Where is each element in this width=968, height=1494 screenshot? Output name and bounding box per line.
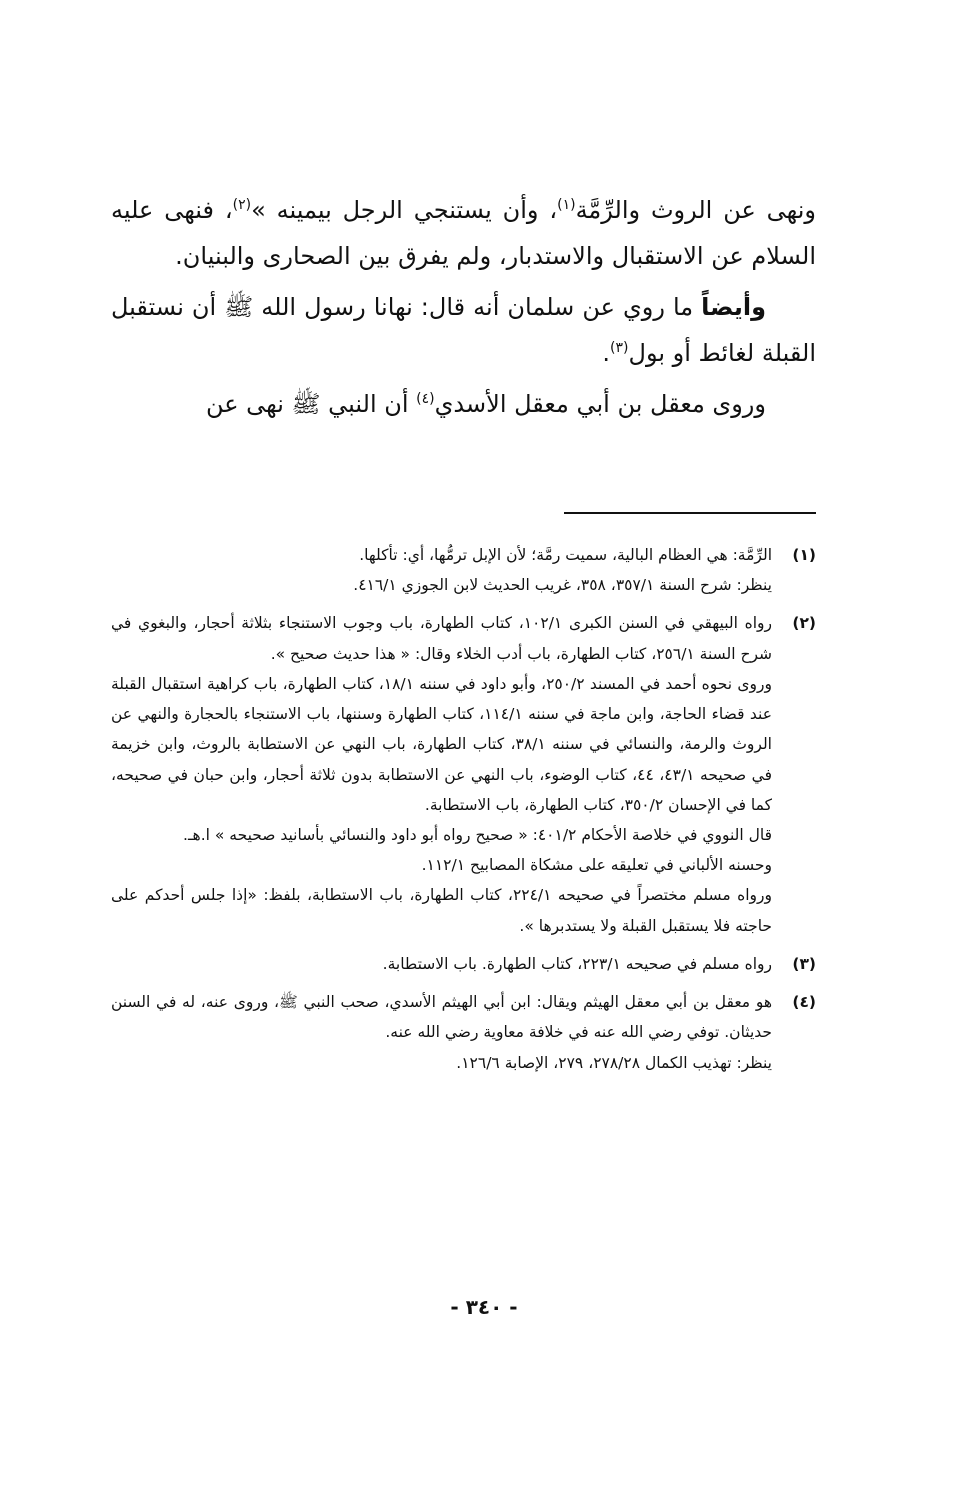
- footnote-number: (٣): [792, 954, 816, 973]
- paragraph-1-part-a: ونهى عن الروث والرِّمَّة: [575, 196, 816, 224]
- footnote-4: [111, 987, 816, 1078]
- footnote-body: [111, 608, 772, 940]
- paragraph-3: [111, 382, 816, 428]
- footnote-line: ينظر: شرح السنة ٣٥٧/١، ٣٥٨، غريب الحديث لابن الجوزي ٤١٦/١.: [353, 576, 772, 595]
- footnote-2: [111, 608, 816, 940]
- paragraph-2-text: ما روي عن سلمان أنه قال: نهانا رسول الله ﷺ أن نستقبل القبلة لغائط أو بول: [111, 293, 816, 367]
- footnote-number: (٤): [792, 993, 816, 1012]
- footnote-line: وروى نحوه أحمد في المسند ٢٥٠/٢، وأبو داود في سننه ١٨/١، كتاب الطهارة، باب كراهية استقبال القبلة عند قضاء الحاجة، وابن ماجة في سننه ١١٤/١، كتاب الطهارة وسننها، باب الاستنجاء بالحجارة والنهي عن الروث والرمة، والنسائي في سننه ٣٨/١، كتاب الطهارة، باب النهي عن الاستطابة بالروث، وابن خزيمة في صحيحه ٤٣/١، ٤٤، كتاب الوضوء، باب النهي عن الاستطابة بدون ثلاثة أحجار، وابن حبان في صحيحه، كما في الإحسان ٣٥٠/٢، كتاب الطهارة، باب الاستطابة.: [111, 674, 772, 814]
- paragraph-1-part-c: ، فنهى عليه السلام عن الاستقبال والاستدبار، ولم يفرق بين الصحارى والبنيان.: [111, 196, 816, 270]
- footnote-body: [111, 540, 772, 600]
- footnote-line: رواه البيهقي في السنن الكبرى ١٠٢/١، كتاب الطهارة، باب وجوب الاستنجاء بثلاثة أحجار، والبغوي في شرح السنة ٢٥٦/١، كتاب الطهارة، باب أدب الخلاء وقال: « هذا حديث صحيح ».: [111, 614, 772, 663]
- footnote-body: [111, 949, 772, 979]
- footnote-ref-3[interactable]: (٣): [610, 339, 629, 356]
- page-number: - ٣٤٠ -: [450, 1295, 518, 1319]
- footnote-number: (١): [792, 546, 816, 564]
- paragraph-3-part-a: وروى معقل بن أبي معقل الأسدي: [434, 390, 766, 419]
- footnote-line: رواه مسلم في صحيحه ٢٢٣/١، كتاب الطهارة. باب الاستطابة.: [382, 954, 772, 973]
- footnote-line: هو معقل بن أبي معقل الهيثم ويقال: ابن أبي الهيثم الأسدي، صحب النبي ﷺ، وروى عنه، له في السنن حديثان. توفي رضي الله عنه في خلافة معاوية رضي الله عنه.: [111, 993, 772, 1042]
- footnote-ref-1[interactable]: (١): [557, 197, 576, 213]
- paragraph-2-lead: وأيضاً: [701, 293, 766, 322]
- footnotes: [111, 540, 816, 1086]
- footnote-line: ورواه مسلم مختصراً في صحيحه ٢٢٤/١، كتاب الطهارة، باب الاستطابة، بلفظ: «إذا جلس أحدكم على حاجته فلا يستقبل القبلة ولا يستدبرها ».: [111, 886, 772, 935]
- paragraph-2-end: .: [602, 338, 611, 367]
- main-text: [111, 188, 816, 434]
- footnote-line: وحسنه الألباني في تعليقه على مشكاة المصابيح ١١٢/١.: [421, 856, 772, 875]
- footnote-ref-2[interactable]: (٢): [232, 197, 252, 213]
- paragraph-1-part-b: ، وأن يستنجي الرجل بيمينه »: [251, 196, 558, 224]
- footnote-separator: [564, 512, 816, 514]
- footnote-1: [111, 540, 816, 600]
- footnote-number: (٢): [792, 614, 816, 633]
- paragraph-2: [111, 285, 816, 376]
- paragraph-3-part-b: أن النبي ﷺ نهى عن: [205, 390, 417, 419]
- footnote-ref-4[interactable]: (٤): [416, 391, 435, 408]
- paragraph-1: [111, 188, 816, 279]
- footnote-line: قال النووي في خلاصة الأحكام ٤٠١/٢: « صحيح رواه أبو داود والنسائي بأسانيد صحيحه » ا.هـ.: [183, 825, 772, 844]
- footnote-line: الرِّمَّة: هي العظام البالية، سميت رمَّة؛ لأن الإبل ترمُّها، أي: تأكلها.: [359, 546, 772, 564]
- footnote-3: [111, 949, 816, 979]
- footnote-line: ينظر: تهذيب الكمال ٢٧٨/٢٨، ٢٧٩، الإصابة ١٢٦/٦.: [456, 1053, 772, 1072]
- footnote-body: [111, 987, 772, 1078]
